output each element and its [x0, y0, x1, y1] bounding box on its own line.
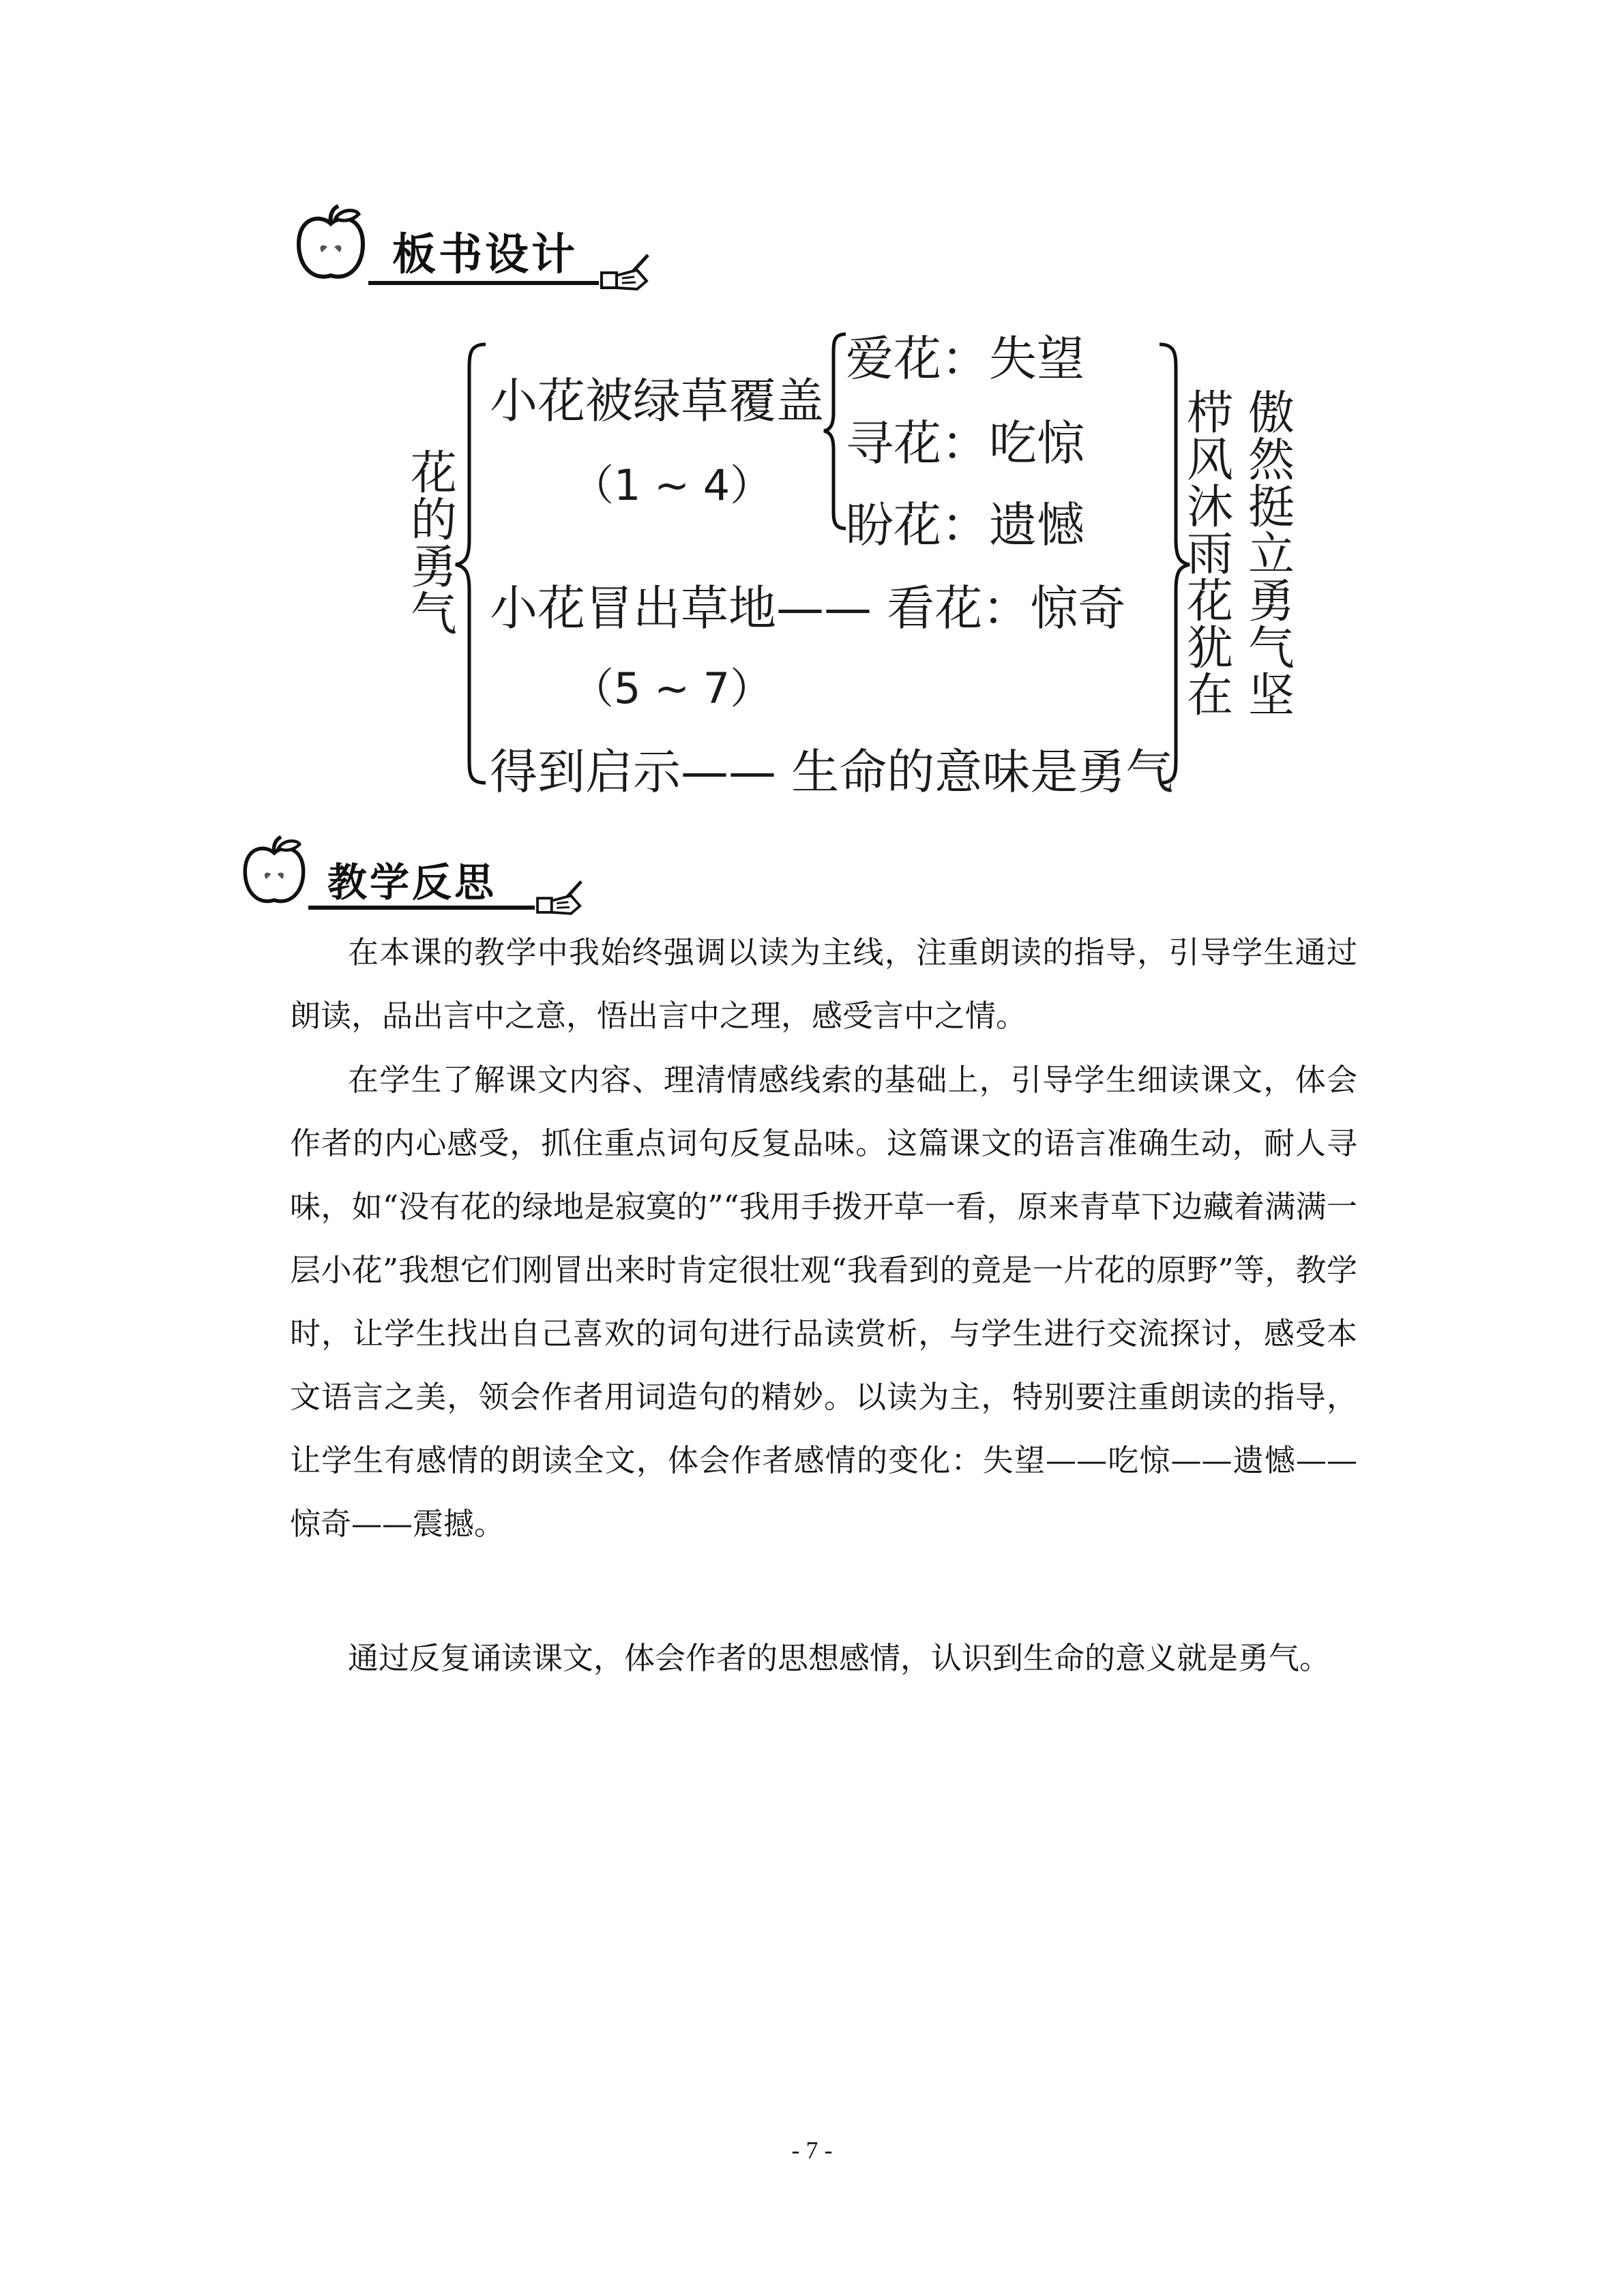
writing-hand-icon — [535, 878, 587, 923]
board-right-char: 挺 — [1248, 481, 1295, 535]
board-right-char: 立 — [1248, 528, 1295, 582]
board-row3-main: 得到启示—— 生命的意味是勇气 — [490, 744, 1174, 800]
board-right-col1 — [1187, 387, 1234, 723]
board-left-char: 的 — [411, 494, 458, 548]
board-right-char: 在 — [1187, 669, 1234, 723]
board-right-char: 傲 — [1248, 387, 1295, 441]
board-right-char: 勇 — [1248, 575, 1295, 629]
board-row2-range: （5 ~ 7） — [572, 664, 773, 713]
board-right-char: 风 — [1187, 434, 1234, 488]
board-left-char: 勇 — [411, 541, 458, 595]
board-row1-main: 小花被绿草覆盖 — [490, 373, 824, 429]
board-right-char: 犹 — [1187, 622, 1234, 676]
section-title: 教学反思 — [327, 859, 497, 906]
board-sub-item: 爱花：失望 — [846, 331, 1084, 387]
board-right-char: 然 — [1248, 434, 1295, 488]
board-right-char: 花 — [1187, 575, 1234, 629]
board-row1-range: （1 ~ 4） — [572, 460, 773, 510]
board-right-char: 坚 — [1248, 669, 1295, 723]
paragraph-1: 在本课的教学中我始终强调以读为主线，注重朗读的指导，引导学生通过朗读，品出言中之意，悟出言中之理，感受言中之情。 — [290, 934, 1357, 1034]
page-number: - 7 - — [791, 2136, 833, 2164]
big-left-brace — [456, 344, 486, 783]
board-left-char: 花 — [411, 447, 458, 501]
paragraph-2: 在学生了解课文内容、理清情感线索的基础上，引导学生细读课文，体会作者的内心感受，抓住重点词句反复品味。这篇课文的语言准确生动，耐人寻味，如“没有花的绿地是寂寞的”“我用手拨开草一看，原来青草下边藏着满满一层小花”我想它们刚冒出来时肯定很壮观“我看到的竟是一片花的原野”等，教学时，让学生找出自己喜欢的词句进行品读赏析，与学生进行交流探讨，感受本文语言之美，领会作者用词造句的精妙。以读为主，特别要注重朗读的指导，让学生有感情的朗读全文，体会作者感情的变化：失望——吃惊——遗憾——惊奇——震撼。 — [290, 1062, 1357, 1542]
board-right-col2 — [1248, 387, 1295, 723]
section-title: 板书设计 — [392, 230, 578, 280]
small-left-brace — [824, 334, 846, 528]
board-row2-main: 小花冒出草地—— 看花：惊奇 — [490, 580, 1126, 636]
board-right-char: 沐 — [1187, 481, 1234, 535]
board-right-char: 气 — [1248, 622, 1295, 676]
paragraph-3: 通过反复诵读课文，体会作者的思想感情，认识到生命的意义就是勇气。 — [348, 1640, 1331, 1676]
board-left-char: 气 — [411, 588, 458, 642]
board-right-char: 栉 — [1187, 387, 1234, 441]
board-sub-item: 盼花：遗憾 — [846, 497, 1084, 553]
board-right-char: 雨 — [1187, 528, 1234, 582]
big-right-brace — [1160, 344, 1190, 783]
board-sub-item: 寻花：吃惊 — [846, 415, 1084, 471]
